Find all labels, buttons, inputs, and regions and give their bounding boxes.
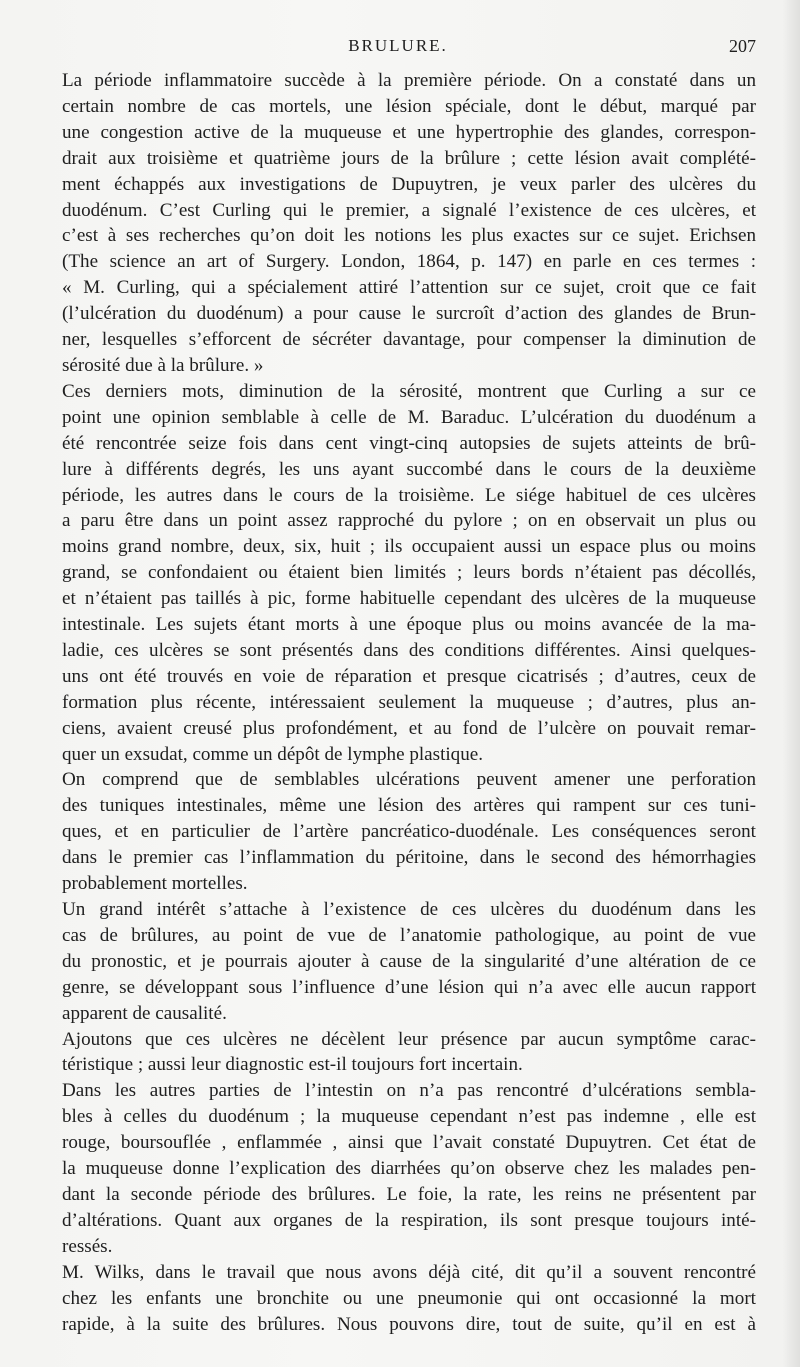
text-line: Ajoutons que ces ulcères ne décèlent leur présence par aucun symptôme carac-	[62, 1028, 756, 1050]
text-line: chez les enfants une bronchite ou une pneumonie qui ont occasionné la mort	[62, 1287, 756, 1309]
text-line: dans le premier cas l’inflammation du péritoine, dans le second des hémorrhagies	[62, 847, 756, 869]
text-line: ques, et en particulier de l’artère pancréatico-duodénale. Les conséquences seront	[62, 821, 756, 843]
text-line: uns ont été trouvés en voie de réparation et presque cicatrisés ; d’autres, ceux de	[62, 665, 756, 687]
page-body	[40, 68, 756, 1337]
running-head: BRULURE.	[348, 36, 448, 55]
paragraph-2	[40, 379, 756, 768]
text-line: c’est à ses recherches qu’on doit les notions les plus exactes sur ce sujet. Erichsen	[62, 225, 756, 247]
text-line: la muqueuse donne l’explication des diarrhées qu’on observe chez les malades pen-	[62, 1158, 756, 1180]
text-line: des tuniques intestinales, même une lésion des artères qui rampent sur ces tuni-	[62, 795, 756, 817]
text-line: bles à celles du duodénum ; la muqueuse cependant n’est pas indemne , elle est	[62, 1106, 756, 1128]
text-line: a paru être dans un point assez rapproché du pylore ; on en observait un plus ou	[62, 510, 756, 532]
text-line: formation plus récente, intéressaient seulement la muqueuse ; d’autres, plus an-	[62, 691, 756, 713]
text-line: une congestion active de la muqueuse et une hypertrophie des glandes, correspon-	[62, 121, 756, 143]
text-line: (The science an art of Surgery. London, 1864, p. 147) en parle en ces termes :	[62, 251, 756, 273]
text-line: ner, lesquelles s’efforcent de sécréter davantage, pour compenser la diminution de	[62, 329, 756, 351]
text-line: ciens, avaient creusé plus profondément, et au fond de l’ulcère on pouvait remar-	[62, 717, 756, 739]
text-line: rapide, à la suite des brûlures. Nous pouvons dire, tout de suite, qu’il en est à	[62, 1313, 756, 1335]
text-line: La période inflammatoire succède à la première période. On a constaté dans un	[62, 70, 756, 91]
text-line: grand, se confondaient ou étaient bien limités ; leurs bords n’étaient pas décollés,	[62, 562, 756, 584]
text-line: lure à différents degrés, les uns ayant succombé dans le cours de la deuxième	[62, 458, 756, 480]
text-line: moins grand nombre, deux, six, huit ; ils occupaient aussi un espace plus ou moins	[62, 536, 756, 558]
text-line: ment échappés aux investigations de Dupuytren, je veux parler des ulcères du	[62, 173, 756, 195]
text-line: ladie, ces ulcères se sont présentés dans des conditions différentes. Ainsi quelques-	[62, 639, 756, 661]
text-line: rouge, boursouflée , enflammée , ainsi que l’avait constaté Dupuytren. Cet état de	[62, 1132, 756, 1154]
text-line: d’altérations. Quant aux organes de la respiration, ils sont presque toujours inté-	[62, 1209, 756, 1231]
text-line: M. Wilks, dans le travail que nous avons déjà cité, dit qu’il a souvent rencontré	[62, 1261, 756, 1283]
text-line: On comprend que de semblables ulcérations peuvent amener une perforation	[62, 769, 756, 791]
text-line: certain nombre de cas mortels, une lésion spéciale, dont le début, marqué par	[62, 95, 756, 117]
text-line: Un grand intérêt s’attache à l’existence de ces ulcères du duodénum dans les	[62, 899, 756, 920]
paragraph-1	[40, 68, 756, 379]
page-number: 207	[729, 36, 756, 56]
paragraph-6	[40, 1078, 756, 1259]
text-line: téristique ; aussi leur diagnostic est-il toujours fort incertain.	[62, 1054, 523, 1076]
text-line: sérosité due à la brûlure. »	[62, 354, 264, 376]
text-line: genre, se développant sous l’influence d’une lésion qui n’a avec elle aucun rapport	[62, 976, 756, 998]
text-line: drait aux troisième et quatrième jours de la brûlure ; cette lésion avait complété-	[62, 147, 756, 169]
page-edge-shadow	[782, 0, 800, 1367]
page-header	[40, 34, 756, 58]
text-line: Dans les autres parties de l’intestin on n’a pas rencontré d’ulcérations sembla-	[62, 1080, 756, 1102]
text-line: « M. Curling, qui a spécialement attiré l’attention sur ce sujet, croit que ce fait	[62, 277, 756, 299]
text-line: dant la seconde période des brûlures. Le foie, la rate, les reins ne présentent par	[62, 1183, 756, 1205]
text-line: point une opinion semblable à celle de M. Baraduc. L’ulcération du duodénum a	[62, 406, 756, 428]
text-line: été rencontrée seize fois dans cent vingt-cinq autopsies de sujets atteints de brû-	[62, 432, 756, 454]
text-line: quer un exsudat, comme un dépôt de lymphe plastique.	[62, 743, 484, 765]
text-line: apparent de causalité.	[62, 1002, 227, 1024]
text-line: Ces derniers mots, diminution de la sérosité, montrent que Curling a sur ce	[62, 380, 756, 402]
paragraph-5	[40, 1027, 756, 1079]
text-line: du pronostic, et je pourrais ajouter à cause de la singularité d’une altération de ce	[62, 950, 756, 972]
text-line: ressés.	[62, 1235, 113, 1257]
paragraph-3	[40, 767, 756, 897]
paragraph-4	[40, 897, 756, 1027]
text-line: probablement mortelles.	[62, 873, 248, 895]
text-line: et n’étaient pas taillés à pic, forme habituelle cependant des ulcères de la muqueuse	[62, 588, 756, 610]
text-line: (l’ulcération du duodénum) a pour cause le surcroît d’action des glandes de Brun-	[62, 303, 756, 325]
text-line: duodénum. C’est Curling qui le premier, a signalé l’existence de ces ulcères, et	[62, 199, 756, 221]
text-line: cas de brûlures, au point de vue de l’anatomie pathologique, au point de vue	[62, 924, 756, 946]
text-line: période, les autres dans le cours de la troisième. Le siége habituel de ces ulcères	[62, 484, 756, 506]
text-line: intestinale. Les sujets étant morts à une époque plus ou moins avancée de la ma-	[62, 614, 756, 636]
paragraph-7	[40, 1260, 756, 1338]
